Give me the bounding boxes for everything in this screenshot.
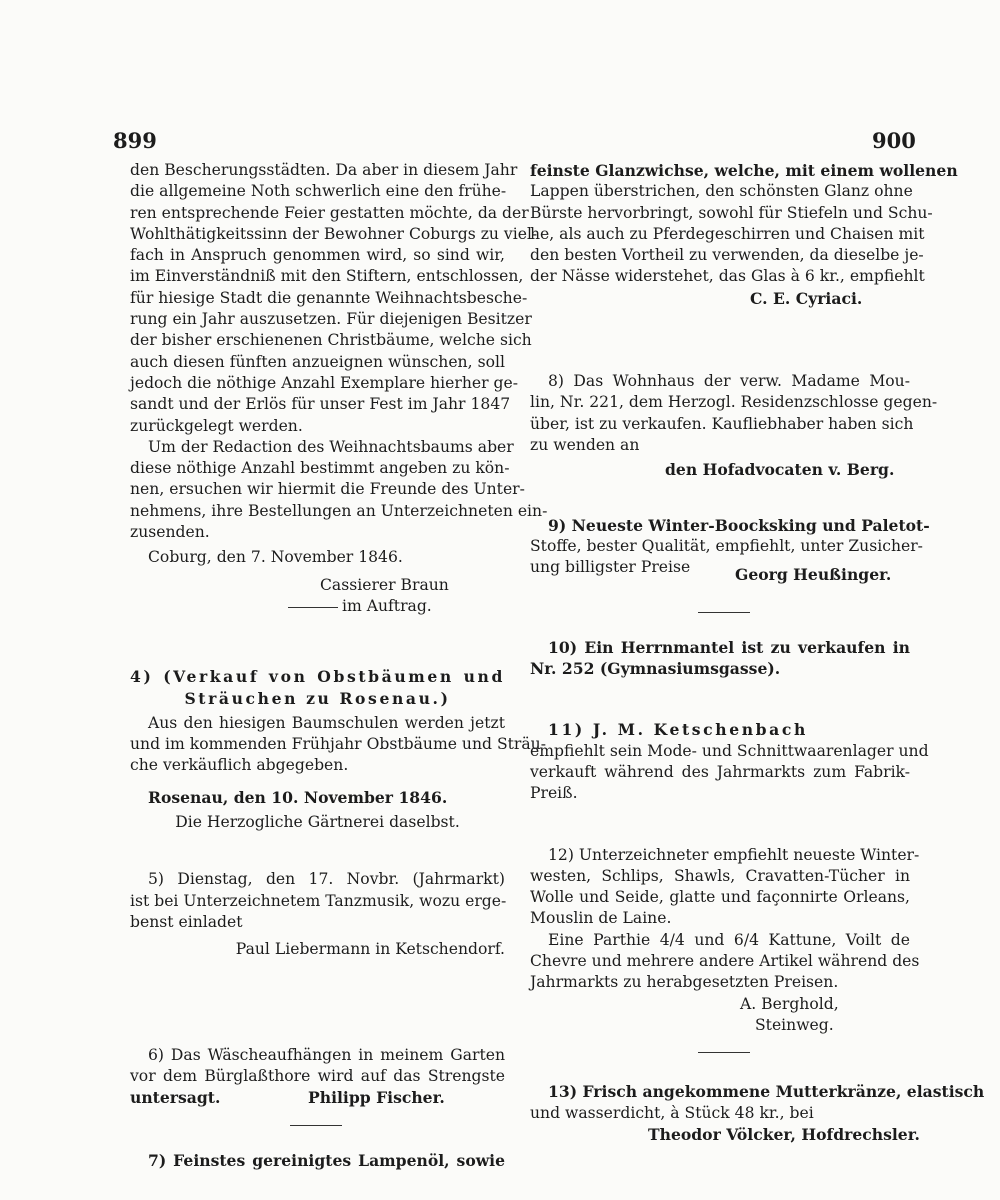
signature: den Hofadvocaten v. Berg. (665, 460, 895, 480)
text-line: Aus den hiesigen Baumschulen werden jetzt (148, 713, 505, 732)
text-line: ren entsprechende Feier gestatten möchte, da der (130, 203, 529, 222)
text-line: ist bei Unterzeichnetem Tanzmusik, wozu erge- (130, 891, 507, 910)
text-line: che verkäuflich abgegeben. (130, 756, 349, 775)
signature: Theodor Völcker, Hofdrechsler. (648, 1124, 920, 1144)
text-line: Jahrmarkts zu herabgesetzten Preisen. (530, 973, 839, 992)
dateline: Rosenau, den 10. November 1846. (148, 787, 448, 807)
text-line: 5) Dienstag, den 17. Novbr. (Jahrmarkt) (148, 870, 505, 889)
text-line: 13) Frisch angekommene Mutterkränze, elastisch (548, 1082, 985, 1102)
intro-paragraph (130, 160, 538, 437)
text-line: 9) Neueste Winter-Boocksking und Paletot- (548, 515, 930, 535)
text-line: empfiehlt sein Mode- und Schnittwaarenlager und (530, 741, 929, 760)
text-line: und wasserdicht, à Stück 48 kr., bei (530, 1103, 814, 1122)
left-column (130, 160, 548, 1171)
text-line: feinste Glanzwichse, welche, mit einem wollenen (530, 161, 958, 180)
text-line: 6) Das Wäscheaufhängen in meinem Garten (148, 1045, 505, 1064)
text-line: westen, Schlips, Shawls, Cravatten-Tücher in (530, 866, 910, 885)
text-line: untersagt. (130, 1088, 221, 1108)
notice-title: 11) J. M. Ketschenbach (548, 720, 808, 740)
notice-12 (530, 845, 920, 1054)
text-line: ung billigster Preise (530, 558, 691, 577)
text-line: zusenden. (130, 523, 210, 542)
text-line: 10) Ein Herrnmantel ist zu verkaufen in (548, 637, 910, 657)
notice-8 (530, 371, 938, 480)
signature: Philipp Fischer. (308, 1088, 445, 1108)
separator-rule (698, 612, 750, 613)
text-line: und im kommenden Frühjahr Obstbäume und Sträu- (130, 735, 546, 754)
text-line: Wohlthätigkeitssinn der Bewohner Coburgs zu viel- (130, 224, 538, 243)
separator-rule (698, 1052, 750, 1053)
text-line: Eine Parthie 4/4 und 6/4 Kattune, Voilt de (548, 930, 910, 949)
signature: Georg Heußinger. (735, 565, 892, 585)
signature-note: im Auftrag. (342, 596, 432, 615)
text-line: sandt und der Erlös für unser Fest im Jahr 1847 (130, 395, 511, 414)
text-line: Nr. 252 (Gymnasiumsgasse). (530, 659, 781, 679)
signature: Die Herzogliche Gärtnerei daselbst. (175, 813, 460, 832)
text-line: die allgemeine Noth schwerlich eine den frühe- (130, 182, 507, 201)
notice-7-start: 7) Feinstes gereinigtes Lampenöl, sowie (148, 1150, 505, 1170)
notice-title: 4) (Verkauf von Obstbäumen und (130, 667, 505, 687)
signature: Cassierer Braun (320, 575, 449, 594)
text-line: über, ist zu verkaufen. Kaufliebhaber haben sich (530, 414, 914, 433)
text-line: Um der Redaction des Weihnachtsbaums aber (148, 437, 514, 456)
signature: C. E. Cyriaci. (750, 288, 863, 308)
notice-13 (530, 1081, 985, 1145)
notice-10 (530, 637, 910, 680)
text-line: für hiesige Stadt die genannte Weihnachtsbesche- (130, 288, 528, 307)
notice-11 (530, 719, 929, 804)
text-line: im Einverständniß mit den Stiftern, entschlossen, (130, 267, 524, 286)
text-line: den Bescherungsstädten. Da aber in diesem Jahr (130, 161, 518, 179)
signature: Paul Liebermann in Ketschendorf. (235, 940, 505, 959)
text-line: 12) Unterzeichneter empfiehlt neueste Winter- (548, 845, 920, 864)
notice-6 (130, 1045, 505, 1126)
text-line: den besten Vortheil zu verwenden, da dieselbe je- (530, 246, 924, 265)
text-line: Chevre und mehrere andere Artikel während des (530, 952, 920, 971)
page-number-right: 900 (872, 128, 916, 153)
text-line: Mouslin de Laine. (530, 909, 672, 928)
text-line: Preiß. (530, 784, 578, 803)
notice-7-continued (530, 160, 958, 309)
dateline: Coburg, den 7. November 1846. (148, 548, 403, 567)
signature-address: Steinweg. (755, 1015, 834, 1034)
text-line: Stoffe, bester Qualität, empfiehlt, unter Zusicher- (530, 536, 923, 555)
text-line: nen, ersuchen wir hiermit die Freunde des Unter- (130, 480, 525, 499)
text-line: verkauft während des Jahrmarkts zum Fabrik- (530, 762, 910, 781)
text-line: lin, Nr. 221, dem Herzogl. Residenzschlosse gegen- (530, 393, 938, 412)
text-line: nehmens, ihre Bestellungen an Unterzeichneten ein- (130, 501, 548, 520)
notice-5 (130, 869, 505, 960)
text-line: vor dem Bürglaßthore wird auf das Strengste (130, 1066, 505, 1085)
text-line: 8) Das Wohnhaus der verw. Madame Mou- (548, 372, 910, 391)
right-column (530, 160, 985, 1145)
page-number-left: 899 (113, 128, 157, 153)
text-line: rung ein Jahr auszusetzen. Für diejenigen Besitzer (130, 310, 532, 329)
text-line: Lappen überstrichen, den schönsten Glanz ohne (530, 182, 913, 201)
notice-title: Sträuchen zu Rosenau.) (184, 688, 451, 708)
text-line: auch diesen fünften anzueignen wünschen, soll (130, 352, 505, 371)
text-line: fach in Anspruch genommen wird, so sind wir, (130, 246, 505, 265)
notice-4 (130, 666, 546, 833)
text-line: der Nässe widerstehet, das Glas à 6 kr., empfiehlt (530, 267, 925, 286)
text-line: zurückgelegt werden. (130, 416, 303, 435)
text-line: benst einladet (130, 912, 243, 931)
notice-9 (530, 515, 930, 613)
text-line: jedoch die nöthige Anzahl Exemplare hierher ge- (130, 373, 518, 392)
text-line: Wolle und Seide, glatte und façonnirte Orleans, (530, 888, 910, 907)
text-line: diese nöthige Anzahl bestimmt angeben zu kön- (130, 459, 510, 478)
signature: A. Berghold, (740, 994, 839, 1013)
separator-rule (290, 1125, 342, 1126)
text-line: he, als auch zu Pferdegeschirren und Chaisen mit (530, 224, 925, 243)
text-line: zu wenden an (530, 435, 640, 454)
text-line: der bisher erschienenen Christbäume, welche sich (130, 331, 532, 350)
text-line: Bürste hervorbringt, sowohl für Stiefeln und Schu- (530, 203, 933, 222)
intro-paragraph-2 (130, 437, 548, 543)
